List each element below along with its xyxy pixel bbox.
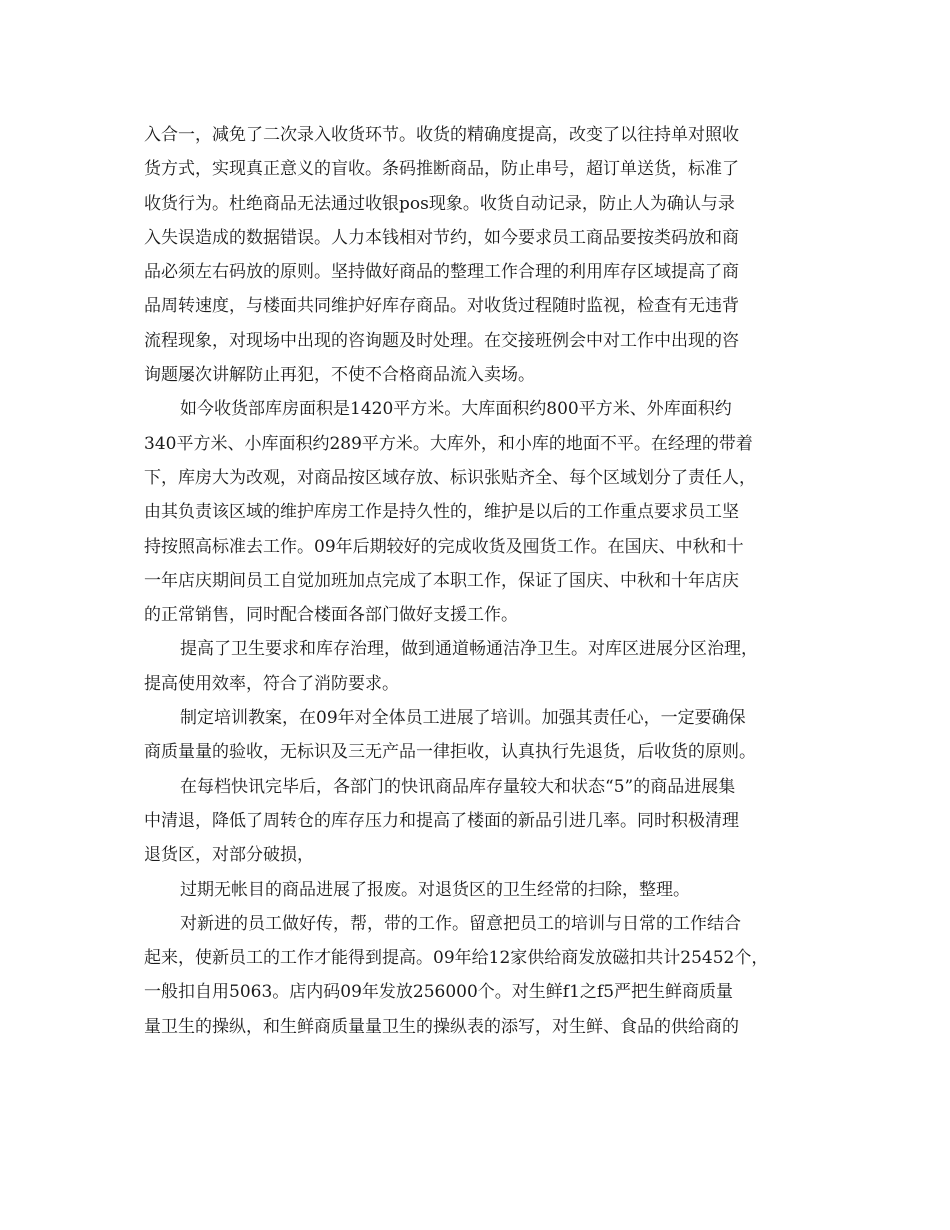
text-line: 品必须左右码放的原则。坚持做好商品的整理工作合理的利用库存区域提高了商: [144, 262, 739, 283]
text-line: 的正常销售，同时配合楼面各部门做好支援工作。: [144, 605, 518, 626]
text-line: 收货行为。杜绝商品无法通过收银pos现象。收货自动记录，防止人为确认与录: [144, 193, 735, 214]
document-body: [144, 118, 806, 1044]
text-line: 中清退，降低了周转仓的库存压力和提高了楼面的新品引进几率。同时积极清理: [144, 810, 739, 831]
paragraph-start-line: 对新进的员工做好传，帮，带的工作。留意把员工的培训与日常的工作结合: [180, 913, 741, 934]
text-line: 起来，使新员工的工作才能得到提高。09年给12家供给商发放磁扣共计25452个，: [144, 948, 769, 969]
text-line: 一般扣自用5063。店内码09年发放256000个。对生鲜f1之f5严把生鲜商质量: [144, 982, 734, 1003]
paragraph-start-line: 过期无帐目的商品进展了报废。对退货区的卫生经常的扫除，整理。: [180, 879, 690, 900]
text-line: 由其负责该区域的维护库房工作是持久性的，维护是以后的工作重点要求员工坚: [144, 502, 739, 523]
paragraph-start-line: 如今收货部库房面积是1420平方米。大库面积约800平方米、外库面积约: [180, 399, 732, 420]
text-line: 340平方米、小库面积约289平方米。大库外，和小库的地面不平。在经理的带着: [144, 433, 753, 454]
text-line: 持按照高标准去工作。09年后期较好的完成收货及囤货工作。在国庆、中秋和十: [144, 536, 744, 557]
text-line: 品周转速度，与楼面共同维护好库存商品。对收货过程随时监视，检查有无违背: [144, 296, 739, 317]
paragraph-start-line: 在每档快讯完毕后，各部门的快讯商品库存量较大和状态“5”的商品进展集: [180, 776, 736, 797]
text-line: 入失误造成的数据错误。人力本钱相对节约，如今要求员工商品要按类码放和商: [144, 227, 739, 248]
text-line: 一年店庆期间员工自觉加班加点完成了本职工作，保证了国庆、中秋和十年店庆: [144, 570, 739, 591]
text-line: 下，库房大为改观，对商品按区域存放、标识张贴齐全、每个区域划分了责任人，: [144, 467, 756, 488]
paragraph-start-line: 制定培训教案，在09年对全体员工进展了培训。加强其责任心，一定要确保: [180, 708, 746, 729]
text-line: 提高使用效率，符合了消防要求。: [144, 673, 399, 694]
text-line: 量卫生的操纵，和生鲜商质量量卫生的操纵表的添写，对生鲜、食品的供给商的: [144, 1016, 739, 1037]
text-line: 商质量量的验收，无标识及三无产品一律拒收，认真执行先退货，后收货的原则。: [144, 742, 756, 763]
text-line: 货方式，实现真正意义的盲收。条码推断商品，防止串号，超订单送货，标准了: [144, 159, 739, 180]
text-line: 入合一，减免了二次录入收货环节。收货的精确度提高，改变了以往持单对照收: [144, 125, 739, 145]
text-line: 退货区，对部分破损，: [144, 845, 314, 866]
paragraph-start-line: 提高了卫生要求和库存治理，做到通道畅通洁净卫生。对库区进展分区治理，: [180, 639, 758, 660]
text-line: 流程现象，对现场中出现的咨询题及时处理。在交接班例会中对工作中出现的咨: [144, 330, 739, 351]
text-line: 询题屡次讲解防止再犯，不使不合格商品流入卖场。: [144, 365, 535, 386]
